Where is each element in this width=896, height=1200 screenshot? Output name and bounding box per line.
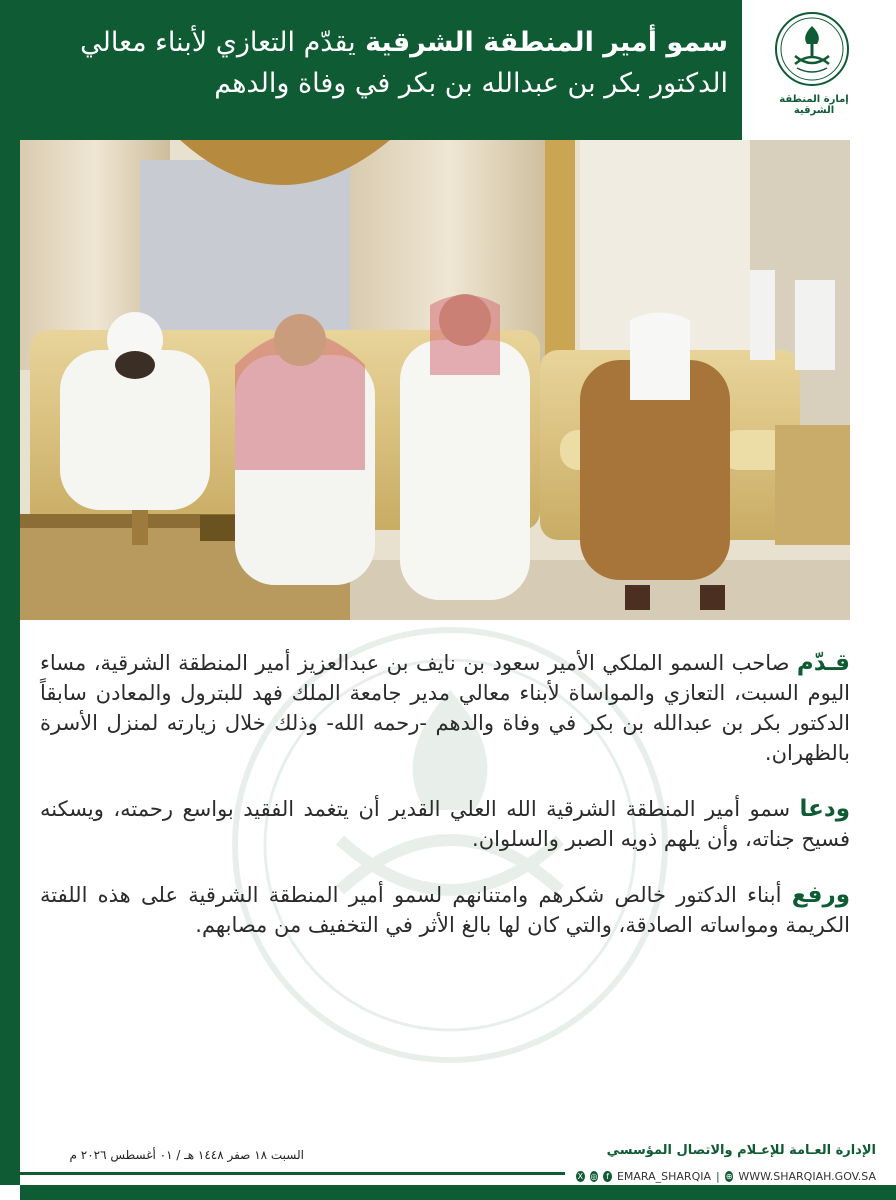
saudi-emblem-icon xyxy=(773,10,851,88)
article-paragraph xyxy=(40,794,850,854)
globe-icon: ⊕ xyxy=(725,1171,733,1181)
divider: | xyxy=(716,1169,720,1183)
headline-line2: الدكتور بكر بن عبدالله بن بكر في وفاة والدهم xyxy=(214,68,728,99)
footer-org-name: الإدارة العـامة للإعـلام والاتصال المؤسسي xyxy=(606,1143,876,1158)
publish-date: السبت ١٨ صفر ١٤٤٨ هـ / ٠١ أغسطس ٢٠٢٦ م xyxy=(69,1148,304,1162)
paragraph-lead: ورفع xyxy=(791,882,850,908)
headline-rest: يقدّم التعازي لأبناء معالي xyxy=(80,27,356,58)
footer-links xyxy=(576,1168,876,1184)
social-handle[interactable]: EMARA_SHARQIA xyxy=(616,1169,712,1183)
left-accent-strip xyxy=(0,0,20,1185)
article-paragraph xyxy=(40,880,850,940)
header-banner xyxy=(0,0,742,140)
headline-highlight: سمو أمير المنطقة الشرقية xyxy=(365,27,728,58)
paragraph-text: سمو أمير المنطقة الشرقية الله العلي القدير أن يتغمد الفقيد بواسع رحمته، ويسكنه فسيح جناته، وأن يلهم ذويه الصبر والسلوان. xyxy=(40,797,850,851)
article-paragraph xyxy=(40,648,850,768)
x-icon[interactable]: X xyxy=(577,1171,584,1181)
bottom-accent-bar xyxy=(20,1185,896,1200)
footer-divider xyxy=(20,1172,565,1175)
paragraph-text: أبناء الدكتور خالص شكرهم وامتنانهم لسمو أمير المنطقة الشرقية على هذه اللفتة الكريمة ومواساته الصادقة، والتي كان لها بالغ الأثر في التخفيف من مصابهم. xyxy=(40,883,850,937)
website-link[interactable]: WWW.SHARQIAH.GOV.SA xyxy=(738,1169,876,1183)
instagram-icon[interactable]: ◎ xyxy=(590,1171,598,1181)
facebook-icon[interactable]: f xyxy=(603,1171,612,1182)
article-body xyxy=(40,648,850,966)
logo-text: إمارة المنطقة الشرقية xyxy=(779,94,849,116)
logo xyxy=(758,10,878,116)
headline xyxy=(28,22,728,104)
paragraph-lead: ودعا xyxy=(799,796,850,822)
paragraph-lead: قـدّم xyxy=(796,650,850,676)
condolence-visit-photo xyxy=(20,140,850,620)
paragraph-text: صاحب السمو الملكي الأمير سعود بن نايف بن عبدالعزيز أمير المنطقة الشرقية، مساء اليوم السبت، التعازي والمواساة لأبناء معالي مدير جامعة الملك فهد للبترول والمعادن سابقاً الدكتور بكر بن عبدالله بن بكر في وفاة والدهم -رحمه الله- وذلك خلال زيارته لمنزل الأسرة بالظهران. xyxy=(40,651,850,765)
